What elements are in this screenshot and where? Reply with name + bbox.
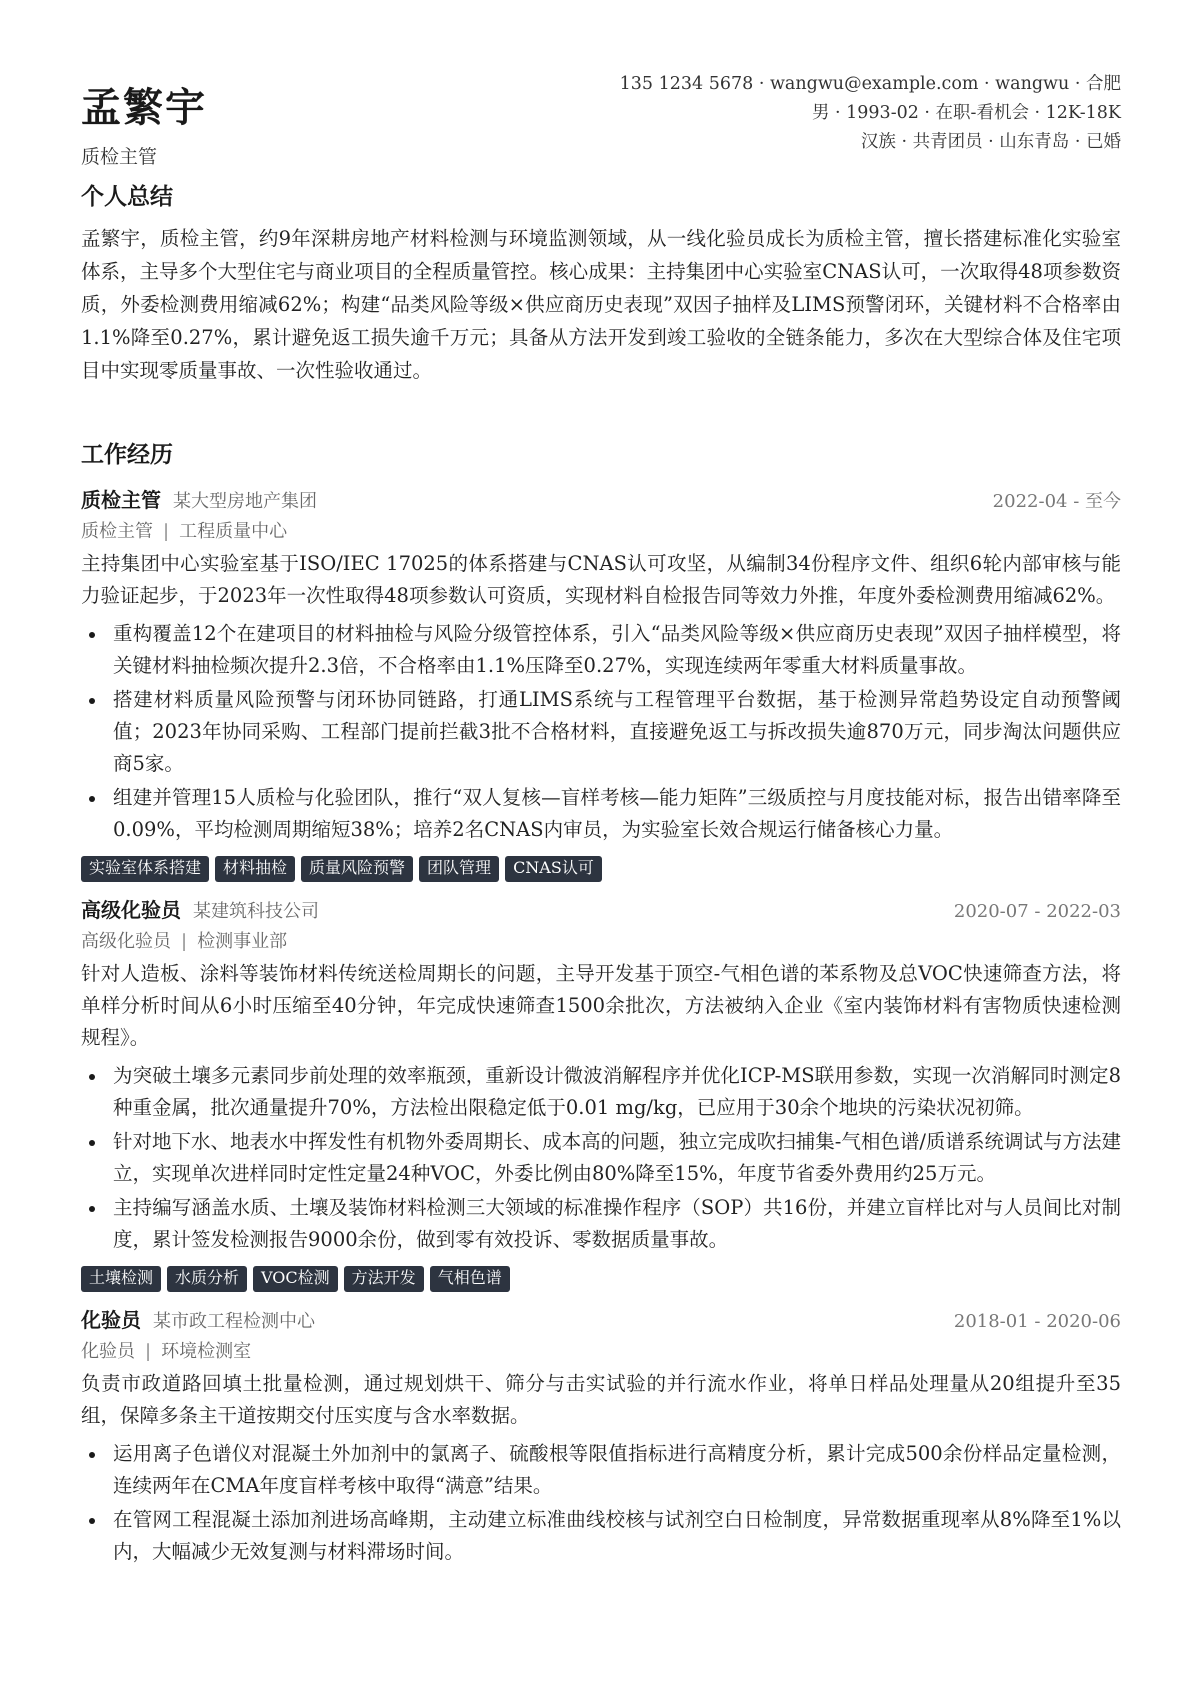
job-description: 负责市政道路回填土批量检测，通过规划烘干、筛分与击实试验的并行流水作业，将单日样品处理量从20组提升至35组，保障多条主干道按期交付压实度与含水率数据。 xyxy=(81,1372,1121,1427)
skill-tag: VOC检测 xyxy=(253,1266,338,1292)
job-role: 质检主管 xyxy=(81,488,161,512)
separator: | xyxy=(181,931,188,952)
job-department: 环境检测室 xyxy=(161,1341,252,1362)
resume-header xyxy=(81,66,1121,168)
skill-tag: 质量风险预警 xyxy=(301,856,413,882)
job-bullets xyxy=(81,1060,1121,1256)
bullet-item: 为突破土壤多元素同步前处理的效率瓶颈，重新设计微波消解程序并优化ICP-MS联用参数，实现一次消解同时测定8种重金属，批次通量提升70%，方法检出限稳定低于0.01 mg/kg，已应用于30余个地块的污染状况初筛。 xyxy=(81,1060,1121,1124)
skill-tags xyxy=(81,856,1121,882)
job-entry xyxy=(81,1304,1121,1568)
bullet-item: 运用离子色谱仪对混凝土外加剂中的氯离子、硫酸根等限值指标进行高精度分析，累计完成500余份样品定量检测，连续两年在CMA年度盲样考核中取得“满意”结果。 xyxy=(81,1438,1121,1502)
skill-tag: 水质分析 xyxy=(167,1266,247,1292)
job-department: 工程质量中心 xyxy=(179,521,288,542)
skill-tag: 材料抽检 xyxy=(215,856,295,882)
contact-line: 135 1234 5678 · wangwu@example.com · wangwu · 合肥 xyxy=(619,74,1121,94)
job-bullets xyxy=(81,618,1121,846)
separator: | xyxy=(163,521,170,542)
job-date: 2020-07 - 2022-03 xyxy=(953,901,1121,922)
bullet-item: 重构覆盖12个在建项目的材料抽检与风险分级管控体系，引入“品类风险等级×供应商历史表现”双因子抽样模型，将关键材料抽检频次提升2.3倍，不合格率由1.1%压降至0.27%，实现连续两年零重大材料质量事故。 xyxy=(81,618,1121,682)
job-company: 某市政工程检测中心 xyxy=(153,1311,315,1332)
job-subline xyxy=(81,516,1121,548)
summary-text: 孟繁宇，质检主管，约9年深耕房地产材料检测与环境监测领域，从一线化验员成长为质检主管，擅长搭建标准化实验室体系，主导多个大型住宅与商业项目的全程质量管控。核心成果：主持集团中心实验室CNAS认可，一次取得48项参数资质，外委检测费用缩减62%；构建“品类风险等级×供应商历史表现”双因子抽样及LIMS预警闭环，关键材料不合格率由1.1%降至0.27%，累计避免返工损失逾千万元；具备从方法开发到竣工验收的全链条能力，多次在大型综合体及住宅项目中实现零质量事故、一次性验收通过。 xyxy=(81,227,1121,382)
skill-tags xyxy=(81,1266,1121,1292)
skill-tag: 实验室体系搭建 xyxy=(81,856,209,882)
candidate-title: 质检主管 xyxy=(81,146,158,168)
job-position: 高级化验员 xyxy=(81,931,171,952)
work-experience-heading: 工作经历 xyxy=(81,441,173,468)
skill-tag: 土壤检测 xyxy=(81,1266,161,1292)
bullet-item: 在管网工程混凝土添加剂进场高峰期，主动建立标准曲线校核与试剂空白日检制度，异常数据重现率从8%降至1%以内，大幅减少无效复测与材料滞场时间。 xyxy=(81,1504,1121,1568)
job-header xyxy=(81,1304,1121,1336)
skill-tag: 方法开发 xyxy=(344,1266,424,1292)
job-description: 针对人造板、涂料等装饰材料传统送检周期长的问题，主导开发基于顶空-气相色谱的苯系物及总VOC快速筛查方法，将单样分析时间从6小时压缩至40分钟，年完成快速筛查1500余批次，方法被纳入企业《室内装饰材料有害物质快速检测规程》。 xyxy=(81,962,1121,1049)
skill-tag: 气相色谱 xyxy=(430,1266,510,1292)
bullet-item: 针对地下水、地表水中挥发性有机物外委周期长、成本高的问题，独立完成吹扫捕集-气相色谱/质谱系统调试与方法建立，实现单次进样同时定性定量24种VOC，外委比例由80%降至15%，年度节省委外费用约25万元。 xyxy=(81,1126,1121,1190)
job-date: 2022-04 - 至今 xyxy=(992,491,1121,512)
skill-tag: 团队管理 xyxy=(419,856,499,882)
job-entry xyxy=(81,894,1121,1292)
skill-tag: CNAS认可 xyxy=(505,856,602,882)
job-role: 高级化验员 xyxy=(81,898,181,922)
work-experience-list xyxy=(81,484,1121,1580)
contact-line: 汉族 · 共青团员 · 山东青岛 · 已婚 xyxy=(860,132,1121,152)
job-position: 质检主管 xyxy=(81,521,153,542)
bullet-item: 搭建材料质量风险预警与闭环协同链路，打通LIMS系统与工程管理平台数据，基于检测异常趋势设定自动预警阈值；2023年协同采购、工程部门提前拦截3批不合格材料，直接避免返工与拆改损失逾870万元，同步淘汰问题供应商5家。 xyxy=(81,684,1121,780)
resume-page xyxy=(81,66,1121,1563)
job-entry xyxy=(81,484,1121,882)
bullet-item: 主持编写涵盖水质、土壤及装饰材料检测三大领域的标准操作程序（SOP）共16份，并建立盲样比对与人员间比对制度，累计签发检测报告9000余份，做到零有效投诉、零数据质量事故。 xyxy=(81,1192,1121,1256)
job-bullets xyxy=(81,1438,1121,1568)
job-subline xyxy=(81,1336,1121,1368)
bullet-item: 组建并管理15人质检与化验团队，推行“双人复核—盲样考核—能力矩阵”三级质控与月度技能对标，报告出错率降至0.09%，平均检测周期缩短38%；培养2名CNAS内审员，为实验室长效合规运行储备核心力量。 xyxy=(81,782,1121,846)
job-company: 某大型房地产集团 xyxy=(173,491,317,512)
candidate-name: 孟繁宇 xyxy=(81,84,207,131)
job-department: 检测事业部 xyxy=(197,931,288,952)
job-company: 某建筑科技公司 xyxy=(193,901,319,922)
contact-line: 男 · 1993-02 · 在职-看机会 · 12K-18K xyxy=(811,103,1121,123)
separator: | xyxy=(145,1341,152,1362)
contact-info xyxy=(620,70,1121,157)
job-role: 化验员 xyxy=(81,1308,141,1332)
summary-heading: 个人总结 xyxy=(81,183,173,210)
job-position: 化验员 xyxy=(81,1341,135,1362)
job-header xyxy=(81,894,1121,926)
job-date: 2018-01 - 2020-06 xyxy=(953,1311,1121,1332)
job-subline xyxy=(81,926,1121,958)
job-description: 主持集团中心实验室基于ISO/IEC 17025的体系搭建与CNAS认可攻坚，从编制34份程序文件、组织6轮内部审核与能力验证起步，于2023年一次性取得48项参数认可资质，实现材料自检报告同等效力外推，年度外委检测费用缩减62%。 xyxy=(81,552,1121,607)
job-header xyxy=(81,484,1121,516)
